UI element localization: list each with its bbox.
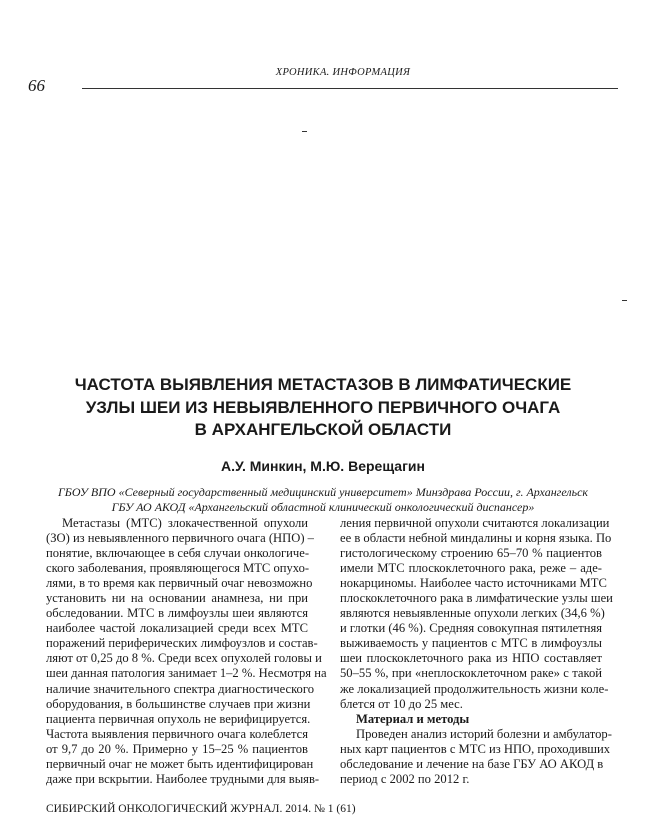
stray-mark [302, 131, 307, 132]
text-line: Проведен анализ историй болезни и амбулатор- [356, 726, 612, 741]
text-line: период с 2002 по 2012 г. [340, 771, 470, 786]
text-line: нокарциномы. Наиболее часто источниками МТС [340, 576, 607, 591]
text-line: даже при вскрытии. Наиболее трудными для выяв- [46, 771, 320, 786]
text-line: и глотки (46 %). Средняя совокупная пятилетняя [340, 621, 603, 636]
text-line: от 9,7 до 20 %. Примерно у 15–25 % пациентов [46, 741, 308, 756]
text-line: являются невыявленные опухоли легких (34,6 %) [340, 606, 605, 621]
affiliation: ГБУ АО АКОД «Архангельский областной клинический онкологический диспансер» [111, 499, 535, 514]
text-line: (ЗО) из невыявленного первичного очага (НПО) – [46, 531, 314, 546]
page-number: 66 [28, 76, 45, 95]
text-line: установить ни на основании анамнеза, ни при [46, 591, 308, 606]
right-column [340, 516, 613, 787]
header-rule [82, 88, 618, 89]
text-line: же локализацией продолжительность жизни коле- [340, 681, 609, 696]
title-line: В АРХАНГЕЛЬСКОЙ ОБЛАСТИ [194, 420, 452, 439]
affiliation: ГБОУ ВПО «Северный государственный медицинский университет» Минздрава России, г. Архангельск [57, 485, 589, 499]
text-line: плоскоклеточного рака в лимфатические узлы шеи [340, 591, 613, 606]
text-line: лями, в то время как первичный очаг невозможно [46, 576, 313, 591]
section-heading: Материал и методы [356, 711, 470, 726]
text-line: пациента первичная опухоль не верифицируется. [46, 711, 311, 726]
text-line: понятие, включающее в себя случаи онкологиче- [46, 546, 310, 561]
text-line: Метастазы (МТС) злокачественной опухоли [62, 516, 308, 530]
authors: А.У. Минкин, М.Ю. Верещагин [221, 458, 425, 474]
left-column [46, 516, 327, 787]
journal-footer: СИБИРСКИЙ ОНКОЛОГИЧЕСКИЙ ЖУРНАЛ. 2014. № 1 (61) [46, 803, 356, 815]
text-line: наиболее частой локализацией среди всех МТС [46, 621, 308, 636]
text-line: ления первичной опухоли считаются локализации [340, 516, 610, 530]
text-line: ных карт пациентов с МТС из НПО, проходивших [340, 741, 611, 756]
text-line: обследовании. МТС в лимфоузлы шеи являются [46, 606, 308, 621]
text-line: шеи плоскоклеточного рака из НПО составляет [340, 651, 602, 666]
text-line: гистологическому строению 65–70 % пациентов [340, 546, 602, 561]
text-line: наличие значительного спектра диагностического [46, 681, 315, 696]
text-line: шеи данная патология занимает 1–2 %. Несмотря на [46, 666, 327, 681]
title-line: УЗЛЫ ШЕИ ИЗ НЕВЫЯВЛЕННОГО ПЕРВИЧНОГО ОЧАГА [85, 397, 561, 417]
article-title [0, 374, 646, 442]
text-line: поражений периферических лимфоузлов и состав- [46, 636, 318, 651]
stray-mark [622, 300, 627, 301]
text-line: первичный очаг не может быть идентифицирован [46, 756, 314, 771]
text-line: выживаемость у пациентов с МТС в лимфоузлы [340, 636, 602, 651]
text-line: имели МТС плоскоклеточного рака, реже – аде- [340, 561, 602, 576]
affiliations [0, 485, 646, 514]
text-line: Частота выявления первичного очага колеблется [46, 726, 308, 741]
text-line: обследование и лечение на базе ГБУ АО АКОД в [340, 756, 604, 771]
running-title: ХРОНИКА. ИНФОРМАЦИЯ [275, 67, 411, 78]
text-line: блется от 10 до 25 мес. [340, 696, 463, 711]
text-line: 50–55 %, при «неплоскоклеточном раке» с такой [340, 666, 602, 681]
text-line: ее в области небной миндалины и корня языка. По [340, 531, 612, 546]
text-line: оборудования, в большинстве случаев при жизни [46, 696, 311, 711]
text-line: ляют от 0,25 до 8 %. Среди всех опухолей головы и [46, 651, 322, 666]
title-line: ЧАСТОТА ВЫЯВЛЕНИЯ МЕТАСТАЗОВ В ЛИМФАТИЧЕСКИЕ [74, 375, 572, 394]
text-line: ского заболевания, проявляющегося МТС опухо- [46, 561, 310, 576]
